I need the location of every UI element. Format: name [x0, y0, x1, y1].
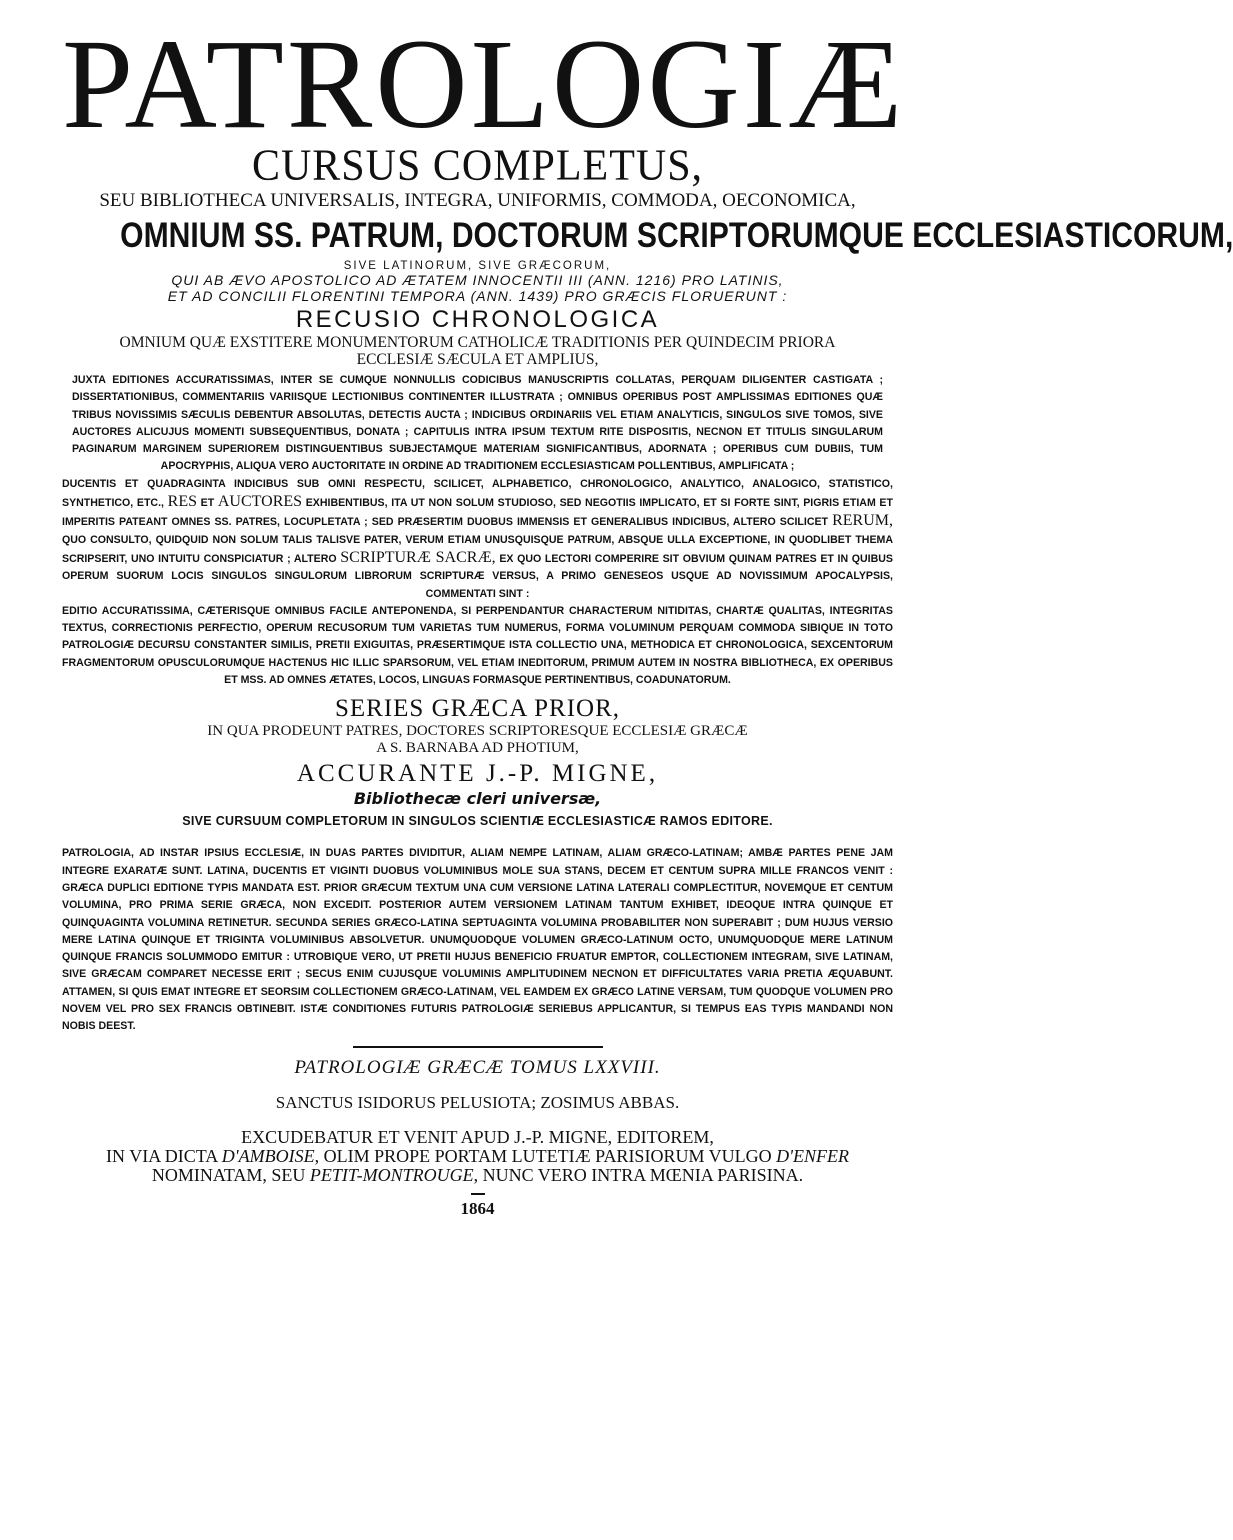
ducentis-mid: EXHIBENTIBUS, ITA UT NON SOLUM STUDIOSO, SED NEGOTIIS IMPLICATO, ET SI FORTE SINT, PIGRIS ETIAM ET IMPERITIS PATEANT OMNES SS. PATRES, LOCUPLETATA ; SED PRÆSERTIM DUOBUS IMMENSIS ET GENERALIBUS INDICIBUS, ALTERO SCILICET: [62, 497, 893, 529]
subtitle: CURSUS COMPLETUS,: [251, 141, 704, 191]
ducentis-post: EX QUO LECTORI COMPERIRE SIT OBVIUM QUINAM PATRES ET IN QUIBUS OPERUM SUORUM LOCIS SINGULOS SINGULORUM LIBRORUM SCRIPTURÆ VERSUS, A PRIMO GENESEOS USQUE AD NOVISSIMUM APOCALYPSIS, COMMENTATI SINT :: [62, 552, 893, 600]
imprint-text: , OLIM PROPE PORTAM LUTETIÆ PARISIORUM VULGO: [314, 1145, 772, 1166]
line-seu-bibliotheca: SEU BIBLIOTHECA UNIVERSALIS, INTEGRA, UNIFORMIS, COMMODA, OECONOMICA,: [99, 190, 856, 211]
juxta-paragraph: JUXTA EDITIONES ACCURATISSIMAS, INTER SE CUMQUE NONNULLIS CODICIBUS MANUSCRIPTIS COLLATAS, PERQUAM DILIGENTER CASTIGATA ; DISSERTATIONIBUS, COMMENTARIIS VARIISQUE LECTIONIBUS CONTINENTER ILLUSTRATA ; OMNIBUS OPERIBUS POST AMPLISSIMAS EDITIONES QUÆ TRIBUS NOVISSIMIS SÆCULIS DEBENTUR ABSOLUTAS, DETECTIS AUCTA ; INDICIBUS ORDINARIIS VEL ETIAM ANALYTICIS, SINGULOS SIVE TOMOS, SIVE AUCTORES ALICUJUS MOMENTI SUBSEQUENTIBUS, DONATA ; CAPITULIS INTRA IPSUM TEXTUM RITE DISPOSITIS, NECNON ET TITULIS SINGULARUM PAGINARUM MARGINEM SUPERIOREM DISTINGUENTIBUS SUBJECTAMQUE MATERIAM SIGNIFICANTIBUS, ADORNATA ; OPERIBUS CUM DUBIIS, TUM APOCRYPHIS, ALIQUA VERO AUCTORITATE IN ORDINE AD TRADITIONEM ECCLESIASTICAM POLLENTIBUS, AMPLIFICATA ;: [72, 374, 883, 473]
main-title: PATROLOGIÆ: [62, 13, 906, 155]
imprint-line-1: EXCUDEBATUR ET VENIT APUD J.-P. MIGNE, EDITOREM,: [241, 1126, 714, 1147]
line-qui-ab-aevo: QUI AB ÆVO APOSTOLICO AD ÆTATEM INNOCENTII III (ANN. 1216) PRO LATINIS,: [171, 272, 784, 288]
small-rule: [471, 1193, 485, 1195]
imprint-street: D'AMBOISE: [221, 1145, 315, 1166]
ducentis-mid2: QUO CONSULTO, QUIDQUID NON SOLUM TALIS TALISVE PATER, VERUM ETIAM UNUSQUISQUE PATRUM, ABSQUE ULLA EXCEPTIONE, IN QUODLIBET THEMA SCRIPSERIT, UNO INTUITU CONSPICIATUR ; ALTERO: [62, 533, 893, 565]
patrologia-paragraph: PATROLOGIA, AD INSTAR IPSIUS ECCLESIÆ, IN DUAS PARTES DIVIDITUR, ALIAM NEMPE LATINAM, ALIAM GRÆCO-LATINAM; AMBÆ PARTES PENE JAM INTEGRE EXARATÆ SUNT. LATINA, DUCENTIS ET VIGINTI DUOBUS VOLUMINIBUS MOLE SUA STANS, DECEM ET CENTUM SUPRA MILLE FRANCOS VENIT : GRÆCA DUPLICI EDITIONE TYPIS MANDATA EST. PRIOR GRÆCUM TEXTUM UNA CUM VERSIONE LATINA LATERALI COMPLECTITUR, NOVEMQUE ET CENTUM VOLUMINA, PRO PRIMA SERIE GRÆCA, NON EXCEDIT. POSTERIOR AUTEM VERSIONEM LATINAM TANTUM EXHIBET, IDEOQUE INTRA QUINQUE ET QUINQUAGINTA VOLUMINA RETINETUR. SECUNDA SERIES GRÆCO-LATINA SEPTUAGINTA VOLUMINA PROBABILITER NON SUPERABIT ; DUM HUJUS VERSIO MERE LATINA QUINQUE ET TRIGINTA VOLUMINIBUS ABSOLVETUR. UNUMQUODQUE VOLUMEN GRÆCO-LATINUM OCTO, UNUMQUODQUE MERE LATINUM QUINQUE FRANCIS SOLUMMODO EMITUR : UTROBIQUE VERO, UT PRETII HUJUS BENEFICIO FRUATUR EMPTOR, COLLECTIONEM INTEGRAM, SIVE LATINAM, SIVE GRÆCAM COMPARET NECESSE ERIT ; SECUS ENIM CUJUSQUE VOLUMINIS AMPLITUDINEM NECNON ET DIFFICULTATES VARIA PRETIA ÆQUABUNT. ATTAMEN, SI QUIS EMAT INTEGRE ET SEORSIM COLLECTIONEM GRÆCO-LATINAM, VEL EAMDEM EX GRÆCO LATINE VERSAM, TUM QUODQUE VOLUMEN PRO NOVEM VEL PRO SEX FRANCIS OBTINEBIT. ISTÆ CONDITIONES FUTURIS PATROLOGIÆ SERIEBUS APPLICANTUR, SI TEMPUS EAS TYPIS MANDANDI NON NOBIS DEEST.: [62, 847, 893, 1033]
editio-paragraph: EDITIO ACCURATISSIMA, CÆTERISQUE OMNIBUS FACILE ANTEPONENDA, SI PERPENDANTUR CHARACTERUM NITIDITAS, CHARTÆ QUALITAS, INTEGRITAS TEXTUS, CORRECTIONIS PERFECTIO, OPERUM RECUSORUM TUM VARIETAS TUM NUMERUS, FORMA VOLUMINUM PERQUAM COMMODA SIBIQUE IN TOTO PATROLOGIÆ DECURSU CONSTANTER SIMILIS, PRETII EXIGUITAS, PRÆSERTIMQUE ISTA COLLECTIO UNA, METHODICA ET CHRONOLOGICA, SEXCENTORUM FRAGMENTORUM OPUSCULORUMQUE HACTENUS HIC ILLIC SPARSORUM, VEL ETIAM INEDITORUM, PRIMUM AUTEM IN NOSTRA BIBLIOTHECA, EX OPERIBUS ET MSS. AD OMNES ÆTATES, LOCOS, LINGUAS FORMASQUE PERTINENTIBUS, COADUNATORUM.: [62, 604, 893, 687]
imprint-text: IN VIA DICTA: [106, 1145, 218, 1166]
series-heading: SERIES GRÆCA PRIOR,: [334, 695, 621, 723]
line-et-ad-concilii: ET AD CONCILII FLORENTINI TEMPORA (ANN. 1439) PRO GRÆCIS FLORUERUNT :: [167, 288, 788, 304]
recusio-heading: RECUSIO CHRONOLOGICA: [295, 306, 660, 333]
auctores-word: AUCTORES: [217, 493, 303, 511]
imprint-block: [62, 1128, 893, 1185]
line-in-qua: IN QUA PRODEUNT PATRES, DOCTORES SCRIPTORESQUE ECCLESIÆ GRÆCÆ: [207, 723, 748, 740]
line-omnium-patrum: OMNIUM SS. PATRUM, DOCTORUM SCRIPTORUMQUE ECCLESIASTICORUM,: [120, 216, 1233, 255]
line-omnium-quae-2: ECCLESIÆ SÆCULA ET AMPLIUS,: [356, 351, 599, 368]
contents-line: SANCTUS ISIDORUS PELUSIOTA; ZOSIMUS ABBAS.: [275, 1092, 680, 1112]
res-word: RES: [167, 493, 197, 511]
bibliothecae-line: Bibliothecæ cleri universæ,: [353, 789, 602, 809]
line-sive-latinorum: SIVE LATINORUM, SIVE GRÆCORUM,: [343, 260, 612, 272]
imprint-line-2: [62, 1147, 893, 1166]
ducentis-paragraph: [62, 476, 893, 603]
imprint-district: PETIT-MONTROUGE: [309, 1164, 474, 1185]
line-omnium-quae-1: OMNIUM QUÆ EXSTITERE MONUMENTORUM CATHOLICÆ TRADITIONIS PER QUINDECIM PRIORA: [119, 334, 836, 351]
rerum-word: RERUM,: [832, 512, 893, 530]
imprint-text: NOMINATAM, SEU: [151, 1164, 306, 1185]
publication-year: 1864: [460, 1198, 495, 1218]
scripturae-word: SCRIPTURÆ SACRÆ,: [340, 548, 496, 566]
ducentis-pre: DUCENTIS ET QUADRAGINTA INDICIBUS SUB OMNI RESPECTU, SCILICET, ALPHABETICO, CHRONOLOGICO, ANALYTICO, ANALOGICO, STATISTICO, SYNTHETICO, ETC.,: [62, 477, 893, 510]
imprint-text: , NUNC VERO INTRA MŒNIA PARISINA.: [473, 1164, 804, 1185]
imprint-gate: D'ENFER: [776, 1145, 849, 1166]
accurante-line: ACCURANTE J.-P. MIGNE,: [296, 760, 659, 788]
et-word: ET: [200, 497, 215, 510]
line-a-barnaba: A S. BARNABA AD PHOTIUM,: [376, 740, 579, 757]
divider-rule: [353, 1046, 603, 1048]
imprint-line-3: [62, 1166, 893, 1185]
tomus-line: PATROLOGIÆ GRÆCÆ TOMUS LXXVIII.: [294, 1056, 661, 1078]
sive-cursuum-line: SIVE CURSUUM COMPLETORUM IN SINGULOS SCIENTIÆ ECCLESIASTICÆ RAMOS EDITORE.: [182, 814, 773, 829]
